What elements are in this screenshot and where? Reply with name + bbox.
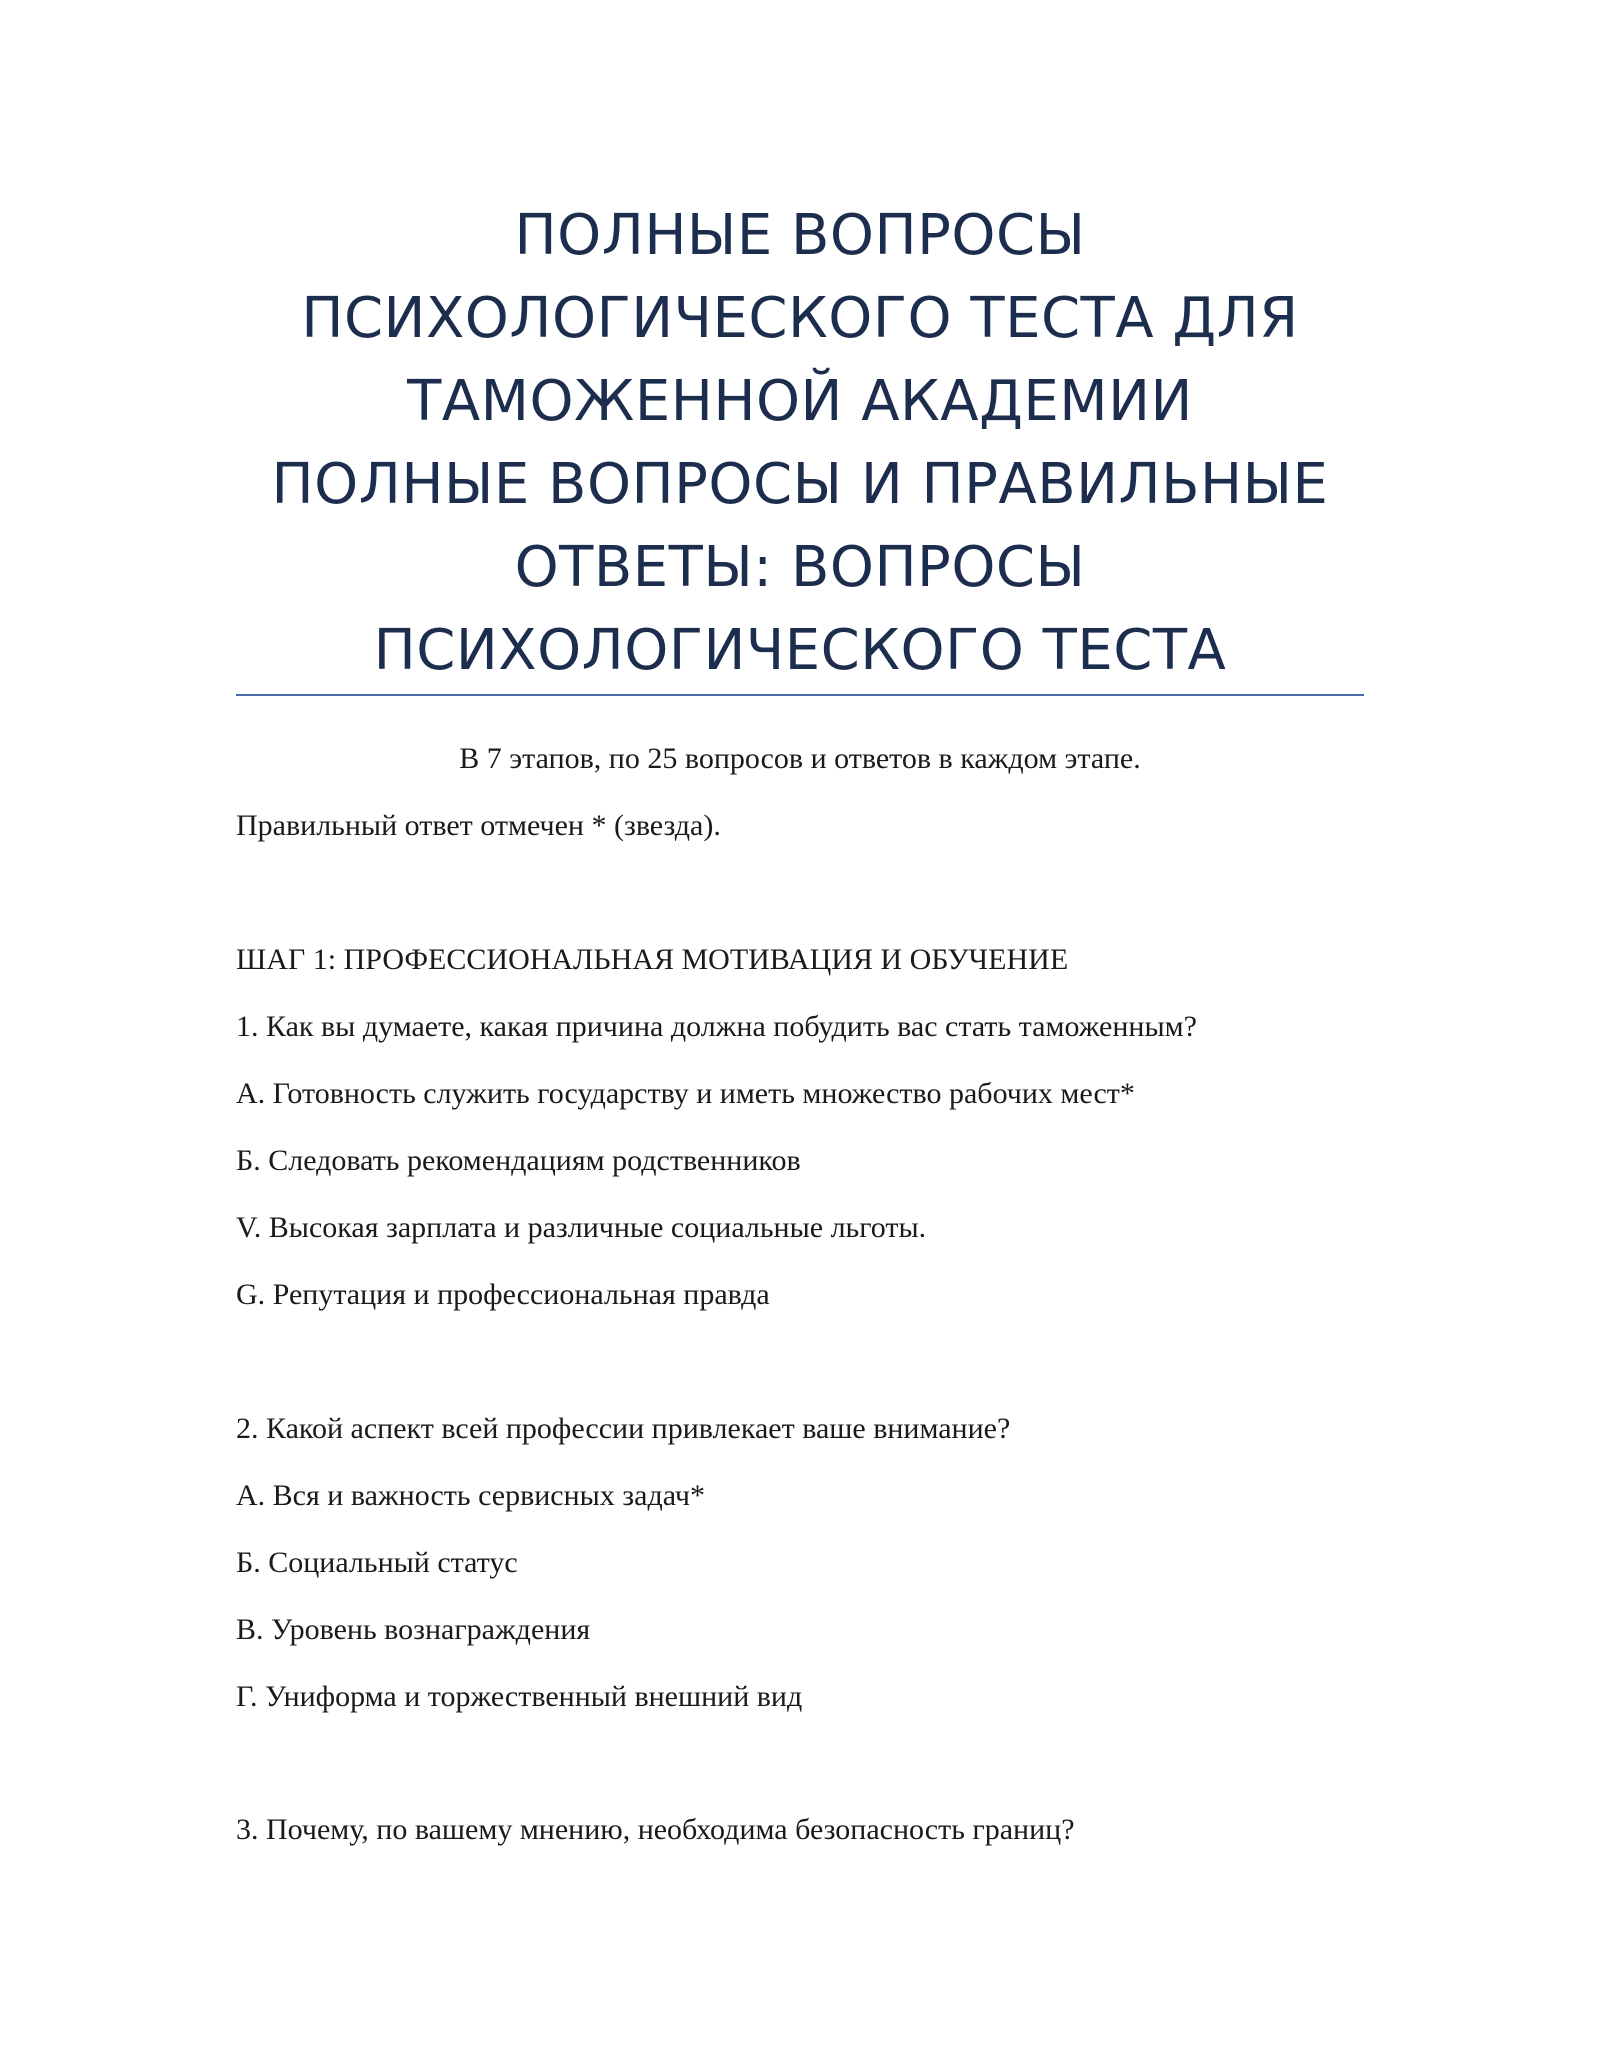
answer-option: А. Готовность служить государству и иметь множество рабочих мест* (236, 1077, 1135, 1110)
document-title (236, 194, 1364, 692)
question-text: 1. Как вы думаете, какая причина должна побудить вас стать таможенным? (236, 1010, 1197, 1043)
answer-option: Б. Социальный статус (236, 1546, 518, 1579)
step-heading: ШАГ 1: ПРОФЕССИОНАЛЬНАЯ МОТИВАЦИЯ И ОБУЧЕНИЕ (236, 943, 1069, 976)
answer-option: Б. Следовать рекомендациям родственников (236, 1144, 801, 1177)
answer-option: Г. Униформа и торжественный внешний вид (236, 1680, 803, 1713)
answer-option: V. Высокая зарплата и различные социальные льготы. (236, 1211, 927, 1244)
title-line: ТАМОЖЕННОЙ АКАДЕМИИ (407, 369, 1193, 434)
title-line: ПСИХОЛОГИЧЕСКОГО ТЕСТА ДЛЯ (301, 286, 1299, 351)
answer-option: В. Уровень вознаграждения (236, 1613, 591, 1646)
title-divider (236, 694, 1364, 696)
intro-text: В 7 этапов, по 25 вопросов и ответов в каждом этапе. (459, 742, 1141, 775)
answer-option: G. Репутация и профессиональная правда (236, 1278, 770, 1311)
question-text: 3. Почему, по вашему мнению, необходима безопасность границ? (236, 1813, 1075, 1846)
answer-note: Правильный ответ отмечен * (звезда). (236, 809, 721, 842)
question-text: 2. Какой аспект всей профессии привлекает ваше внимание? (236, 1412, 1011, 1445)
title-line: ПОЛНЫЕ ВОПРОСЫ И ПРАВИЛЬНЫЕ (271, 452, 1329, 517)
title-line: ПСИХОЛОГИЧЕСКОГО ТЕСТА (373, 618, 1227, 683)
title-line: ОТВЕТЫ: ВОПРОСЫ (514, 535, 1086, 600)
title-line: ПОЛНЫЕ ВОПРОСЫ (514, 203, 1086, 268)
answer-option: А. Вся и важность сервисных задач* (236, 1479, 705, 1512)
